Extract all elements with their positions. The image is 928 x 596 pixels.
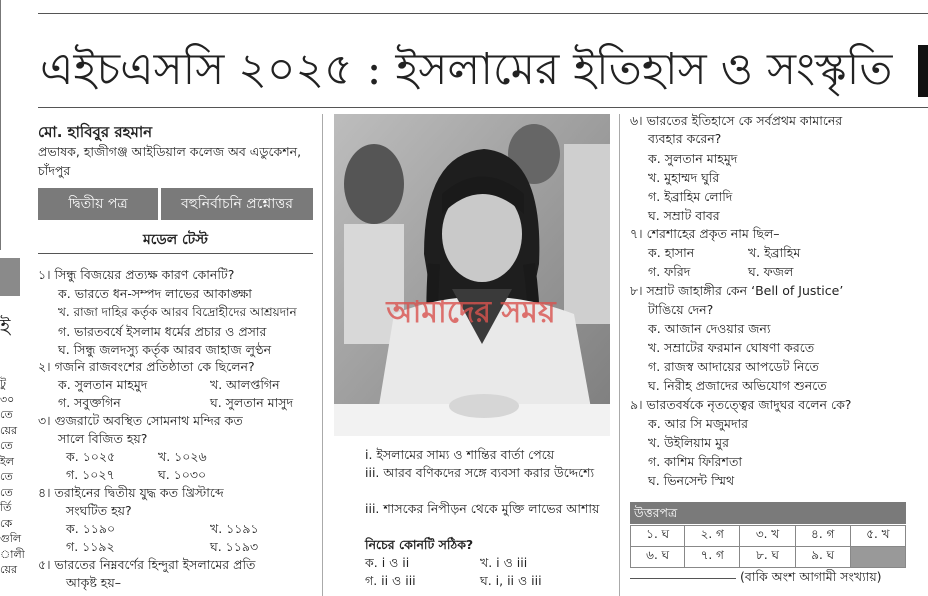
q2-option-b: খ. আলপ্তগিন <box>210 377 280 392</box>
question-8-line2: টাঙিয়ে দেন? <box>648 302 714 317</box>
q5-option-a: ক. i ও ii <box>365 555 410 570</box>
adjacent-fragment-big: ই <box>0 314 11 338</box>
page-title: এইচএসসি ২০২৫ : ইসলামের ইতিহাস ও সংস্কৃতি <box>40 44 893 95</box>
answer-sheet-heading: উত্তরপত্র <box>630 502 906 524</box>
answer-table <box>630 525 906 568</box>
q6-option-c: গ. ইব্রাহিম লোদি <box>648 189 733 204</box>
answer-cell: ২. গ <box>685 526 740 547</box>
adjacent-column-block <box>0 258 20 296</box>
adjacent-fragment-line: টু <box>0 377 6 390</box>
q9-option-c: গ. কাশিম ফিরিশতা <box>648 454 742 469</box>
answer-cell: ৬. ঘ <box>631 547 685 568</box>
q4-option-d: ঘ. ১১৯৩ <box>210 539 259 554</box>
q5-option-c: গ. ii ও iii <box>365 573 416 588</box>
q1-option-b: খ. রাজা দাহির কর্তৃক আরব বিদ্রোহীদের আশ্রয়দান <box>58 305 297 319</box>
adjacent-fragment-line: কে <box>0 516 13 530</box>
answer-cell-empty <box>850 547 905 568</box>
answer-cell: ৩. খ <box>740 526 795 547</box>
answer-cell: ৮. ঘ <box>740 547 795 568</box>
footer-rule <box>630 578 736 579</box>
answer-row <box>631 547 906 568</box>
q5-option-b: খ. i ও iii <box>480 555 528 570</box>
q8-option-d: ঘ. নিরীহ প্রজাদের অভিযোগ শুনতে <box>648 378 827 393</box>
adjacent-fragment-line: তে <box>0 470 13 483</box>
answer-cell: ৫. খ <box>850 526 905 547</box>
edge-block <box>918 45 928 97</box>
question-4-line2: সংঘটিত হয়? <box>66 503 132 518</box>
author-name: মো. হাবিবুর রহমান <box>38 123 153 141</box>
answer-cell: ১. ঘ <box>631 526 685 547</box>
adjacent-fragment-line: ৩০ <box>0 392 15 406</box>
question-3-line1: ৩। গুজরাটে অবস্থিত সোমনাথ মন্দির কত <box>38 413 243 428</box>
section-rule <box>38 253 313 254</box>
question-4-line1: ৪। তরাইনের দ্বিতীয় যুদ্ধ কত খ্রিস্টাব্দে <box>38 485 224 500</box>
adjacent-fragment-line: তে <box>0 408 13 421</box>
q9-option-b: খ. উইলিয়াম মুর <box>648 435 730 450</box>
q7-option-b: খ. ইব্রাহিম <box>748 245 801 260</box>
paper-badge: দ্বিতীয় পত্র <box>38 188 158 220</box>
student-photo <box>334 114 610 436</box>
answer-cell: ৭. গ <box>685 547 740 568</box>
q1-option-d: ঘ. সিন্ধু জলদস্যু কর্তৃক আরব জাহাজ লুণ্ঠন <box>58 342 272 357</box>
q6-option-d: ঘ. সম্রাট বাবর <box>648 208 720 223</box>
adjacent-fragment-line: তে <box>0 439 13 452</box>
question-8-line1: ৮। সম্রাট জাহাঙ্গীর কেন ‘Bell of Justice’ <box>630 283 844 298</box>
top-rule <box>38 13 928 14</box>
title-rule <box>38 107 928 108</box>
answer-cell: ৪. গ <box>795 526 850 547</box>
adjacent-column-fragment <box>0 0 25 596</box>
q3-option-d: ঘ. ১০৩০ <box>158 467 207 482</box>
q4-option-b: খ. ১১৯১ <box>210 521 259 536</box>
q6-option-a: ক. সুলতান মাহমুদ <box>648 151 738 166</box>
answer-cell: ৯. ঘ <box>795 547 850 568</box>
adjacent-fragment-lines <box>0 376 25 578</box>
adjacent-fragment-line: তে <box>0 485 13 499</box>
q6-option-b: খ. মুহাম্মদ ঘুরি <box>648 170 720 185</box>
adjacent-column-rule <box>0 0 1 250</box>
q3-option-c: গ. ১০২৭ <box>66 467 115 482</box>
question-9: ৯। ভারতবর্ষকে নৃতত্ত্বের জাদুঘর বলেন কে? <box>630 397 852 412</box>
question-2: ২। গজনি রাজবংশের প্রতিষ্ঠাতা কে ছিলেন? <box>38 359 255 374</box>
question-7: ৭। শেরশাহের প্রকৃত নাম ছিল– <box>630 226 780 241</box>
adjacent-fragment-line: র্তি <box>0 501 12 514</box>
q5-statement-iii: iii. শাসকের নিপীড়ন থেকে মুক্তি লাভের আশায় <box>365 501 600 516</box>
q7-option-a: ক. হাসান <box>648 245 695 260</box>
q5-statement-ii: iii. আরব বণিকদের সঙ্গে ব্যবসা করার উদ্দেশ্যে <box>365 465 595 480</box>
question-5-line2: আকৃষ্ট হয়– <box>66 575 121 590</box>
q2-option-c: গ. সবুক্তগিন <box>58 395 121 410</box>
q2-option-a: ক. সুলতান মাহমুদ <box>58 377 148 392</box>
q7-option-d: ঘ. ফজল <box>748 264 794 279</box>
q3-option-a: ক. ১০২৫ <box>66 449 116 464</box>
q1-option-a: ক. ভারতে ধন-সম্পদ লাভের আকাঙ্ক্ষা <box>58 286 252 301</box>
q9-option-d: ঘ. ভিনসেন্ট স্মিথ <box>648 473 735 488</box>
adjacent-fragment-line: ইল <box>0 454 14 468</box>
q5-statement-i: i. ইসলামের সাম্য ও শান্তির বার্তা পেয়ে <box>365 447 555 462</box>
adjacent-fragment-line: য়ের <box>0 423 17 437</box>
type-badge: বহুনির্বাচনি প্রশ্নোত্তর <box>161 188 313 220</box>
q4-option-a: ক. ১১৯০ <box>66 521 116 536</box>
q1-option-c: গ. ভারতবর্ষে ইসলাম ধর্মের প্রচার ও প্রসার <box>58 324 267 339</box>
q8-option-b: খ. সম্রাটের ফরমান ঘোষণা করতে <box>648 340 815 355</box>
q7-option-c: গ. ফরিদ <box>648 264 691 279</box>
watermark-logo: আমাদের সময় <box>386 295 556 330</box>
q8-option-a: ক. আজান দেওয়ার জন্য <box>648 321 771 336</box>
q4-option-c: গ. ১১৯২ <box>66 539 115 554</box>
question-5-line1: ৫। ভারতের নিম্নবর্ণের হিন্দুরা ইসলামের প্রতি <box>38 557 256 572</box>
question-6-line2: ব্যবহার করেন? <box>648 131 722 146</box>
q2-option-d: ঘ. সুলতান মাসুদ <box>210 395 294 410</box>
q5-which-correct: নিচের কোনটি সঠিক? <box>365 537 474 552</box>
adjacent-fragment-line: য়ের <box>0 563 17 576</box>
adjacent-fragment-line: ালী <box>0 547 25 561</box>
section-title: মডেল টেস্ট <box>142 232 209 248</box>
column-divider-2 <box>619 114 620 596</box>
answer-row <box>631 526 906 547</box>
q8-option-c: গ. রাজস্ব আদায়ের আপডেট নিতে <box>648 359 819 374</box>
student-photo-illustration <box>334 114 610 436</box>
question-3-line2: সালে বিজিত হয়? <box>58 431 148 446</box>
question-6-line1: ৬। ভারতের ইতিহাসে কে সর্বপ্রথম কামানের <box>630 113 843 128</box>
author-designation: প্রভাষক, হাজীগঞ্জ আইডিয়াল কলেজ অব এডুকেশন, চাঁদপুর <box>38 144 302 178</box>
q5-option-d: ঘ. i, ii ও iii <box>480 573 542 588</box>
q9-option-a: ক. আর সি মজুমদার <box>648 416 749 431</box>
continued-note: (বাকি অংশ আগামী সংখ্যায়) <box>740 569 882 584</box>
q3-option-b: খ. ১০২৬ <box>158 449 207 464</box>
question-1: ১। সিন্ধু বিজয়ের প্রত্যক্ষ কারণ কোনটি? <box>38 267 235 282</box>
adjacent-fragment-line: গুলি <box>0 532 22 545</box>
